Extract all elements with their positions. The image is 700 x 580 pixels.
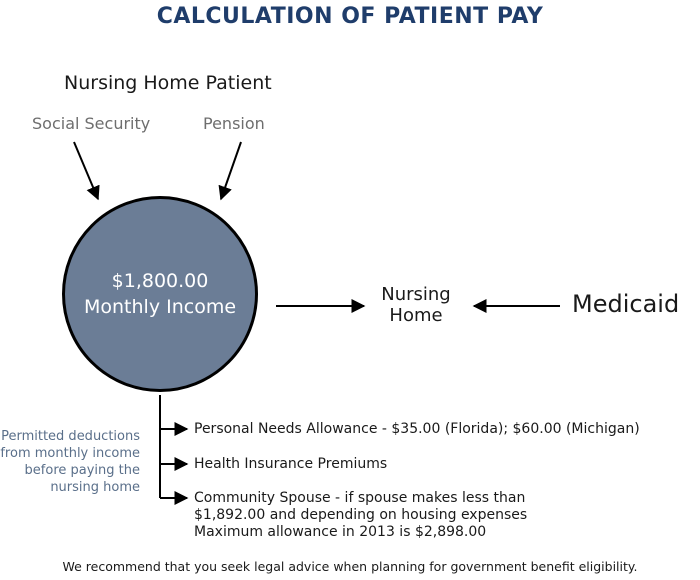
monthly-income-circle — [62, 196, 258, 392]
nursing-home-node — [370, 284, 462, 326]
deduction-line: Community Spouse - if spouse makes less than — [194, 490, 526, 506]
deduction-line: Health Insurance Premiums — [194, 456, 388, 472]
permitted-line-1: Permitted deductions — [1, 429, 140, 444]
nursing-home-line-1: Nursing — [381, 284, 451, 305]
arrow-pension — [221, 142, 241, 199]
nursing-home-line-2: Home — [389, 305, 443, 326]
arrow-social-security — [74, 142, 98, 199]
diagram-title: CALCULATION OF PATIENT PAY — [156, 4, 544, 29]
source-pension: Pension — [203, 114, 265, 133]
deduction-personal-needs — [194, 421, 640, 438]
income-label: Monthly Income — [83, 296, 237, 318]
permitted-deductions-note — [0, 428, 140, 496]
permitted-line-3: before paying the — [24, 463, 140, 478]
income-amount: $1,800.00 — [111, 270, 209, 292]
deduction-community-spouse — [194, 490, 527, 541]
permitted-line-2: from monthly income — [0, 446, 140, 461]
permitted-line-4: nursing home — [50, 480, 140, 495]
patient-label: Nursing Home Patient — [64, 72, 272, 94]
deduction-line: Personal Needs Allowance - $35.00 (Florida); $60.00 (Michigan) — [194, 421, 640, 437]
source-social-security: Social Security — [32, 114, 151, 133]
deduction-line: Maximum allowance in 2013 is $2,898.00 — [194, 524, 487, 540]
medicaid-node: Medicaid — [572, 290, 680, 318]
legal-disclaimer: We recommend that you seek legal advice when planning for government benefit eligibility. — [62, 559, 638, 574]
deduction-line: $1,892.00 and depending on housing expenses — [194, 507, 528, 523]
deduction-health-insurance — [194, 456, 387, 473]
